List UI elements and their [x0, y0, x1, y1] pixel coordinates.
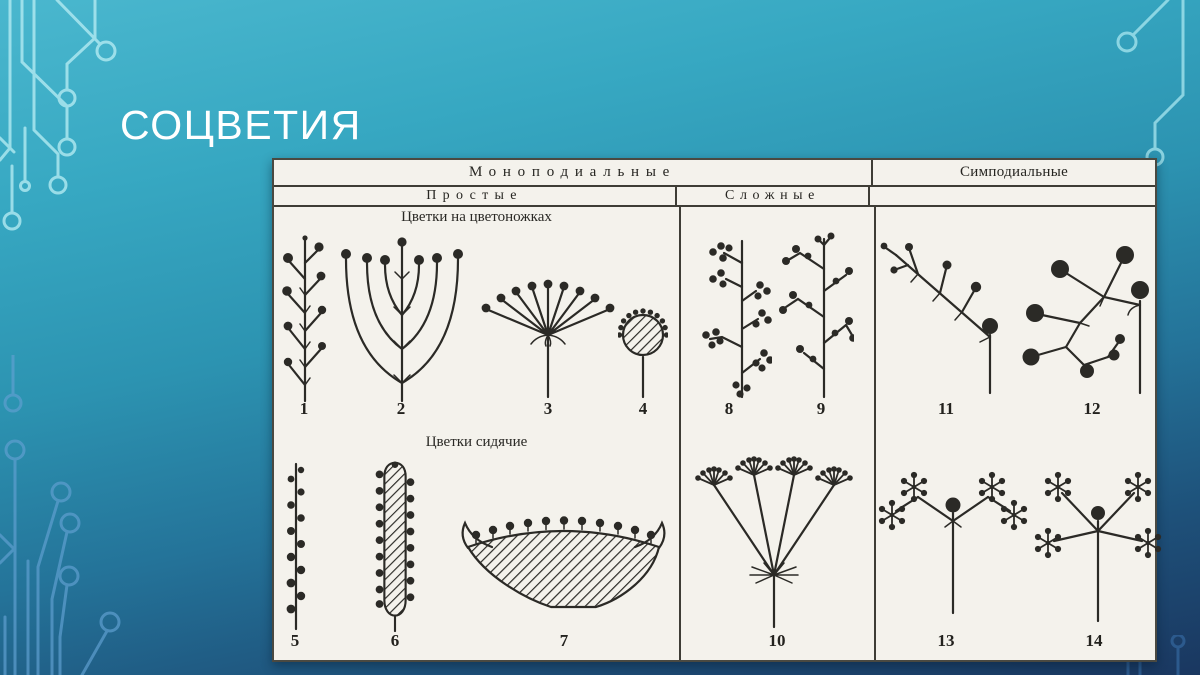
page-title: СОЦВЕТИЯ [120, 102, 362, 148]
figure-number-4: 4 [638, 399, 648, 418]
figure-number-9: 9 [816, 399, 826, 418]
figure-10-diagram [692, 453, 860, 629]
figure-number-14: 14 [1085, 631, 1103, 650]
figure-number-2: 2 [396, 399, 406, 418]
figure-13-diagram [878, 453, 1028, 615]
figure-number-13: 13 [937, 631, 955, 650]
header-cell-monopodial: Моноподиальные [274, 160, 873, 185]
figure-5-diagram [282, 459, 310, 631]
figure-9-diagram [772, 231, 854, 399]
figure-6-diagram [372, 457, 418, 633]
figure-8-diagram [692, 235, 772, 399]
figure-14-diagram [1032, 451, 1164, 623]
header-cell-simple: Простые [274, 187, 677, 205]
section-label-pedicels: Цветки на цветоножках [401, 209, 552, 225]
inflorescence-table [272, 158, 1157, 662]
table-header-row-1 [274, 160, 1155, 187]
header-cell-sympodial: Симподиальные [959, 164, 1069, 180]
column-divider [679, 207, 681, 660]
figure-3-diagram [478, 277, 618, 399]
figure-number-11: 11 [937, 399, 955, 418]
header-cell-empty [870, 187, 1155, 205]
table-header-row-2 [274, 187, 1155, 207]
figure-number-1: 1 [299, 399, 309, 418]
figure-2-diagram [334, 231, 469, 403]
figure-1-diagram [280, 233, 330, 403]
column-divider [874, 207, 876, 660]
circuit-decoration-bottom-left [0, 355, 200, 675]
figure-number-5: 5 [290, 631, 300, 650]
figure-number-3: 3 [543, 399, 553, 418]
figure-number-7: 7 [559, 631, 569, 650]
figure-number-12: 12 [1083, 399, 1101, 418]
figure-number-8: 8 [724, 399, 734, 418]
table-body [274, 207, 1155, 660]
figure-12-diagram [1000, 235, 1152, 395]
figure-number-6: 6 [390, 631, 400, 650]
figure-7-diagram [456, 507, 671, 619]
figure-number-10: 10 [768, 631, 786, 650]
header-cell-compound: Сложные [677, 187, 870, 205]
section-label-sessile: Цветки сидячие [425, 434, 528, 450]
circuit-decoration-top-right [1040, 0, 1200, 168]
figure-11-diagram [878, 235, 1008, 395]
figure-4-diagram [618, 293, 668, 399]
